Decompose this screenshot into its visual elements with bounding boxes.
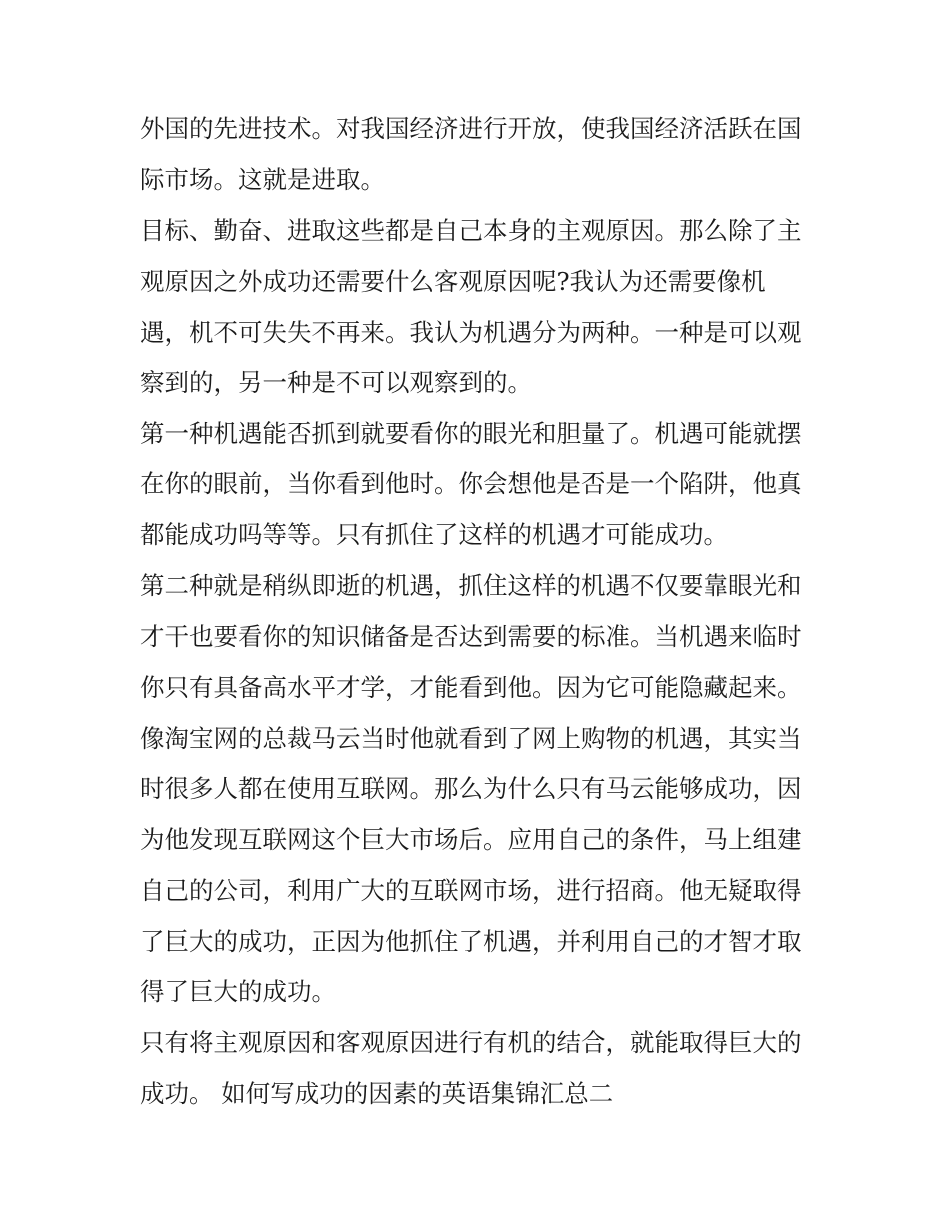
text-line: 第二种就是稍纵即逝的机遇，抓住这样的机遇不仅要靠眼光和 xyxy=(140,571,802,600)
text-line: 遇，机不可失失不再来。我认为机遇分为两种。一种是可以观 xyxy=(140,318,802,347)
text-line: 外国的先进技术。对我国经济进行开放，使我国经济活跃在国 xyxy=(140,114,802,143)
text-line: 为他发现互联网这个巨大市场后。应用自己的条件，马上组建 xyxy=(140,825,802,854)
text-line: 得了巨大的成功。 xyxy=(140,977,336,1006)
text-line: 才干也要看你的知识储备是否达到需要的标准。当机遇来临时 xyxy=(140,622,802,651)
text-line: 目标、勤奋、进取这些都是自己本身的主观原因。那么除了主 xyxy=(140,216,802,245)
text-line: 像淘宝网的总裁马云当时他就看到了网上购物的机遇，其实当 xyxy=(140,724,802,753)
text-line: 你只有具备高水平才学，才能看到他。因为它可能隐藏起来。 xyxy=(140,673,802,702)
text-line: 自己的公司，利用广大的互联网市场，进行招商。他无疑取得 xyxy=(140,876,802,905)
text-line: 在你的眼前，当你看到他时。你会想他是否是一个陷阱，他真 xyxy=(140,469,802,498)
text-line: 都能成功吗等等。只有抓住了这样的机遇才可能成功。 xyxy=(140,520,728,549)
text-line: 际市场。这就是进取。 xyxy=(140,165,385,194)
text-line: 察到的，另一种是不可以观察到的。 xyxy=(140,368,532,397)
text-line: 了巨大的成功，正因为他抓住了机遇，并利用自己的才智才取 xyxy=(140,927,802,956)
text-line: 成功。 如何写成功的因素的英语集锦汇总二 xyxy=(140,1079,614,1108)
text-line: 只有将主观原因和客观原因进行有机的结合，就能取得巨大的 xyxy=(140,1028,802,1057)
text-line: 时很多人都在使用互联网。那么为什么只有马云能够成功，因 xyxy=(140,774,802,803)
text-line: 观原因之外成功还需要什么客观原因呢?我认为还需要像机 xyxy=(140,267,766,296)
text-line: 第一种机遇能否抓到就要看你的眼光和胆量了。机遇可能就摆 xyxy=(140,419,802,448)
